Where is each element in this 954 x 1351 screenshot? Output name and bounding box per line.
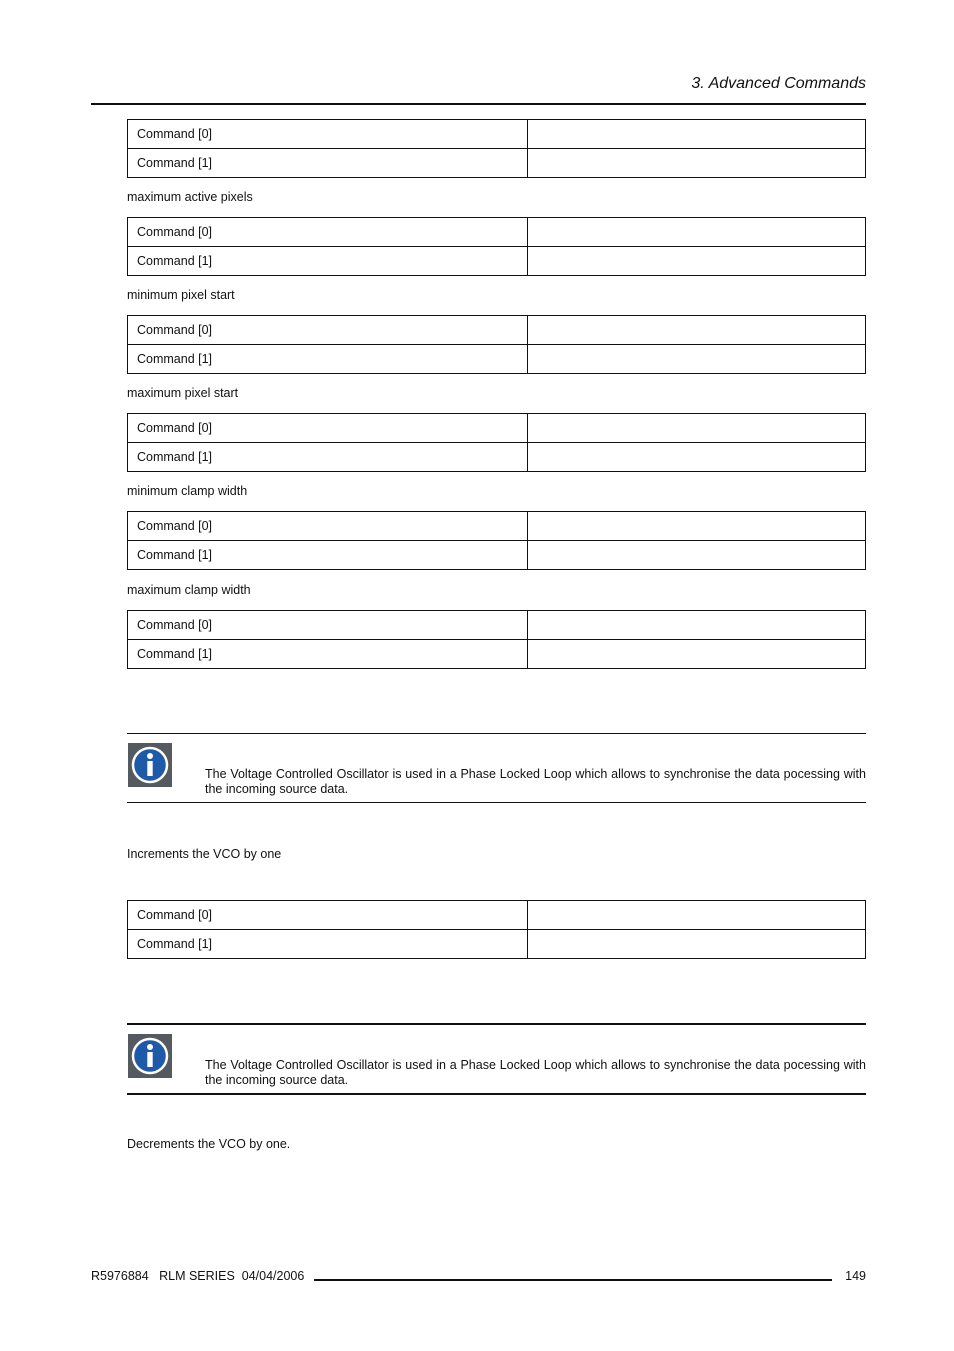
table-row bbox=[128, 930, 866, 959]
table-cell: Command [0] bbox=[128, 218, 528, 247]
info-note bbox=[127, 1023, 866, 1095]
table-cell: Command [1] bbox=[128, 930, 528, 959]
table-cell-empty bbox=[528, 930, 866, 959]
command-table bbox=[127, 610, 866, 669]
table-cell-empty bbox=[528, 345, 866, 374]
table-cell-empty bbox=[528, 218, 866, 247]
table-cell-empty bbox=[528, 149, 866, 178]
info-note bbox=[127, 733, 866, 803]
table-cell-empty bbox=[528, 541, 866, 570]
table-cell-empty bbox=[528, 316, 866, 345]
vco-down-description: Decrements the VCO by one. bbox=[127, 1137, 291, 1151]
table-row bbox=[128, 149, 866, 178]
info-icon bbox=[128, 743, 172, 787]
table-row bbox=[128, 218, 866, 247]
table-cell-empty bbox=[528, 443, 866, 472]
table-row bbox=[128, 414, 866, 443]
info-icon bbox=[128, 1034, 172, 1078]
table-row bbox=[128, 611, 866, 640]
table-cell: Command [1] bbox=[128, 247, 528, 276]
table-cell-empty bbox=[528, 414, 866, 443]
footer-rule bbox=[314, 1279, 832, 1281]
note-text: The Voltage Controlled Oscillator is used in a Phase Locked Loop which allows to synchronise the data pocessing with the incoming source data. bbox=[205, 767, 866, 796]
table-cell-empty bbox=[528, 247, 866, 276]
table-cell: Command [1] bbox=[128, 345, 528, 374]
section-label: maximum clamp width bbox=[127, 583, 251, 597]
section-label: minimum clamp width bbox=[127, 484, 248, 498]
command-table bbox=[127, 413, 866, 472]
table-row bbox=[128, 443, 866, 472]
table-cell-empty bbox=[528, 640, 866, 669]
table-cell: Command [0] bbox=[128, 611, 528, 640]
header-rule bbox=[91, 103, 866, 105]
table-row bbox=[128, 640, 866, 669]
table-cell: Command [1] bbox=[128, 640, 528, 669]
table-cell-empty bbox=[528, 901, 866, 930]
page-number: 149 bbox=[845, 1269, 866, 1283]
table-cell: Command [0] bbox=[128, 512, 528, 541]
table-cell-empty bbox=[528, 611, 866, 640]
command-table bbox=[127, 315, 866, 374]
table-cell: Command [1] bbox=[128, 541, 528, 570]
note-text: The Voltage Controlled Oscillator is used in a Phase Locked Loop which allows to synchronise the data pocessing with the incoming source data. bbox=[205, 1058, 866, 1087]
table-cell: Command [1] bbox=[128, 443, 528, 472]
table-cell-empty bbox=[528, 120, 866, 149]
table-cell: Command [1] bbox=[128, 149, 528, 178]
table-row bbox=[128, 512, 866, 541]
command-table bbox=[127, 217, 866, 276]
table-row bbox=[128, 901, 866, 930]
command-table bbox=[127, 119, 866, 178]
table-cell: Command [0] bbox=[128, 901, 528, 930]
command-table bbox=[127, 511, 866, 570]
command-table bbox=[127, 900, 866, 959]
table-cell: Command [0] bbox=[128, 120, 528, 149]
table-row bbox=[128, 345, 866, 374]
page-header-title: 3. Advanced Commands bbox=[691, 75, 866, 92]
table-row bbox=[128, 541, 866, 570]
table-cell: Command [0] bbox=[128, 414, 528, 443]
section-label: maximum pixel start bbox=[127, 386, 239, 400]
footer-document-id: R5976884 RLM SERIES 04/04/2006 bbox=[91, 1269, 305, 1283]
section-label: maximum active pixels bbox=[127, 190, 253, 204]
section-label: minimum pixel start bbox=[127, 288, 235, 302]
table-row bbox=[128, 316, 866, 345]
vco-up-description: Increments the VCO by one bbox=[127, 847, 282, 861]
table-cell-empty bbox=[528, 512, 866, 541]
table-cell: Command [0] bbox=[128, 316, 528, 345]
table-row bbox=[128, 247, 866, 276]
table-row bbox=[128, 120, 866, 149]
